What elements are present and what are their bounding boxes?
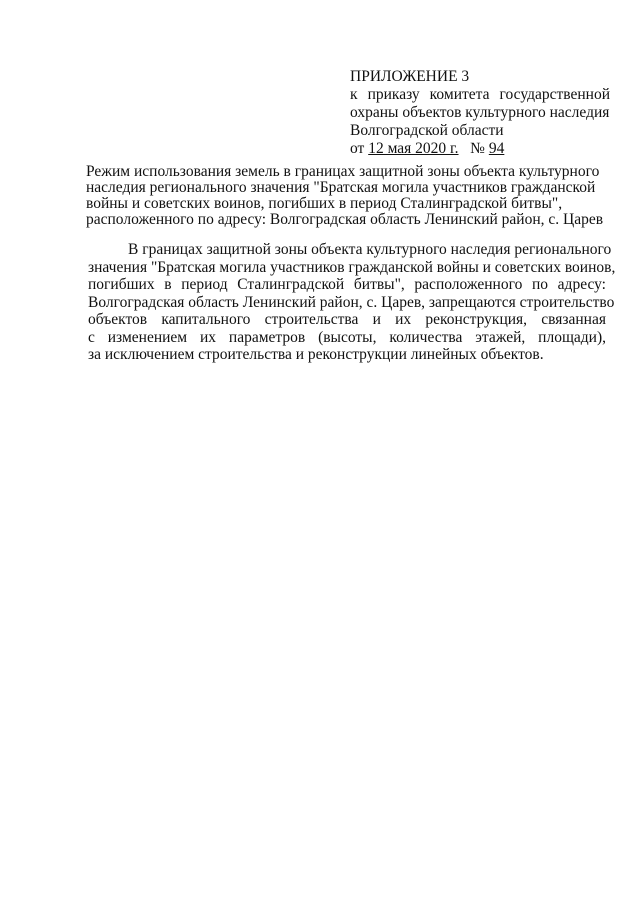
appendix-line-3: Волгоградской области	[350, 122, 504, 139]
order-date: 12 мая 2020 г.	[368, 140, 459, 157]
number-prefix: №	[470, 140, 485, 157]
body-paragraph	[88, 241, 616, 364]
body-line: с изменением их параметров (высоты, количества этажей, площади),	[88, 328, 606, 346]
appendix-heading: ПРИЛОЖЕНИЕ 3	[350, 68, 470, 85]
appendix-block	[350, 68, 610, 158]
body-line: объектов капитального строительства и их реконструкция, связанная	[88, 311, 606, 328]
body-line: погибших в период Сталинградской битвы", расположенного по адресу:	[88, 276, 606, 293]
body-line: значения "Братская могила участников гражданской войны и советских воинов,	[88, 258, 616, 276]
title-line: войны и советских воинов, погибших в период Сталинградской битвы",	[86, 195, 563, 212]
body-line: В границах защитной зоны объекта культурного наследия регионального	[128, 241, 612, 258]
body-line: за исключением строительства и реконструкции линейных объектов.	[88, 346, 544, 363]
appendix-line-1: к приказу комитета государственной	[350, 86, 610, 103]
document-title	[86, 163, 604, 228]
date-prefix: от	[350, 140, 365, 157]
order-number: 94	[488, 140, 505, 157]
title-line: наследия регионального значения "Братская могила участников гражданской	[86, 179, 596, 196]
appendix-date-line	[350, 140, 610, 158]
body-line: Волгоградская область Ленинский район, с. Царев, запрещаются строительство	[88, 293, 615, 311]
appendix-line-2: охраны объектов культурного наследия	[350, 104, 610, 121]
title-line: Режим использования земель в границах защитной зоны объекта культурного	[86, 163, 600, 180]
title-line: расположенного по адресу: Волгоградская область Ленинский район, с. Царев	[86, 211, 604, 228]
